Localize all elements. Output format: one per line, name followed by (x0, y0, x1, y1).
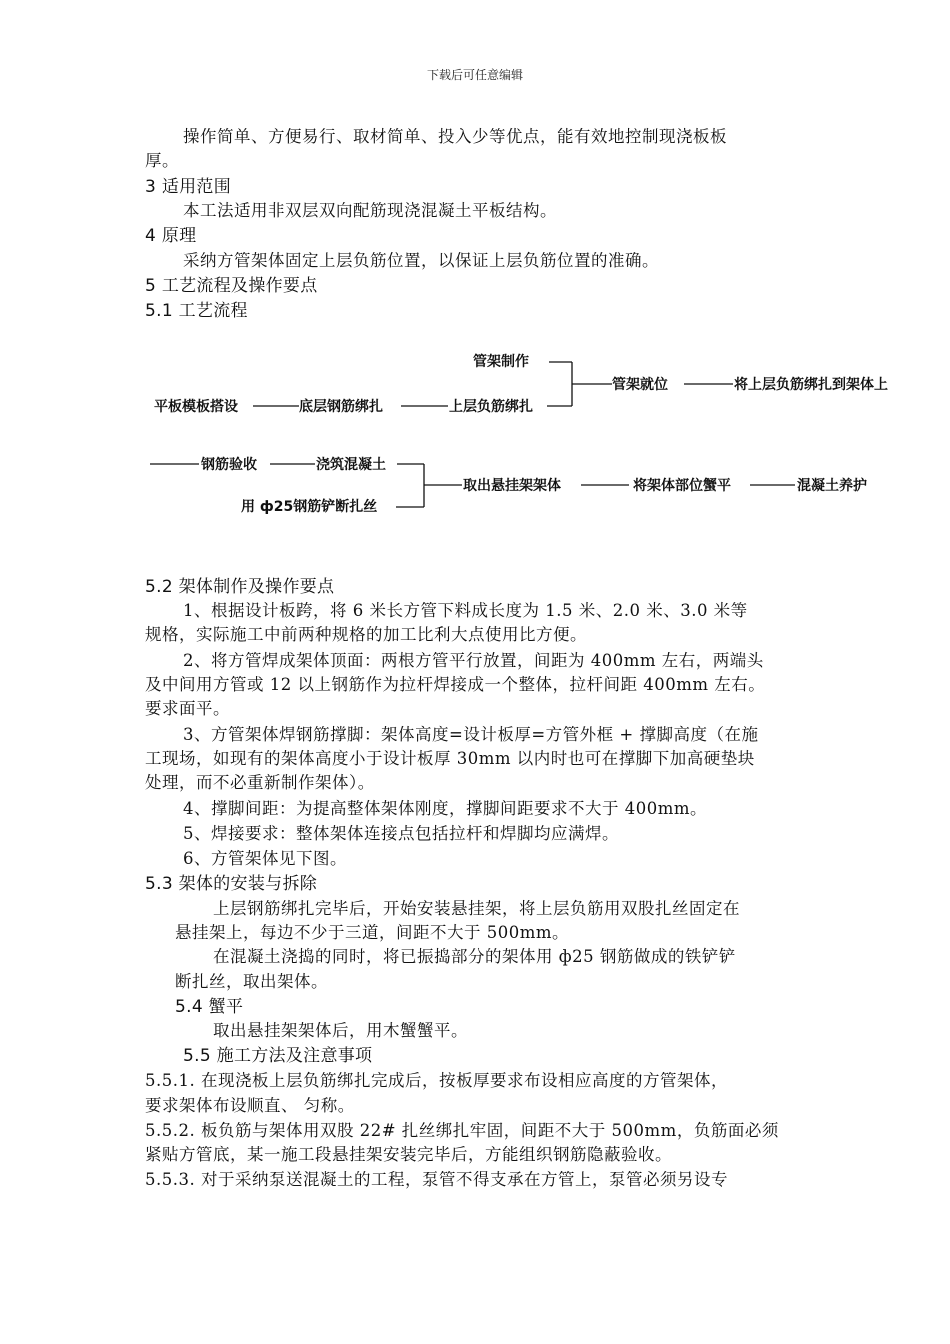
section-heading: 4 原理 (145, 226, 197, 246)
page-header-note: 下载后可任意编辑 (426, 68, 523, 82)
flow-node-pipe-frame-making: 管架制作 (473, 354, 529, 370)
text-line: 及中间用方管或 12 以上钢筋作为拉杆焊接成一个整体，拉杆间距 400mm 左右。 (145, 675, 766, 694)
process-flow-diagram (0, 330, 950, 530)
section-heading: 3 适用范围 (145, 177, 232, 197)
section-heading: 5 工艺流程及操作要点 (145, 276, 318, 296)
text-line: 4、撑脚间距：为提高整体架体刚度，撑脚间距要求不大于 400mm。 (183, 799, 708, 818)
text-line: 要求架体布设顺直、 匀称。 (145, 1096, 355, 1115)
flow-node-pour-concrete: 浇筑混凝土 (316, 457, 386, 473)
section-heading: 5.1 工艺流程 (145, 301, 248, 321)
flow-node-smooth-surface: 将架体部位蟹平 (633, 478, 731, 494)
text-line: 采纳方管架体固定上层负筋位置，以保证上层负筋位置的准确。 (183, 251, 659, 270)
flow-node-remove-frame: 取出悬挂架架体 (463, 478, 561, 494)
text-line: 规格，实际施工中前两种规格的加工比利大点使用比方便。 (145, 625, 587, 644)
section-heading: 5.4 蟹平 (175, 997, 244, 1017)
text-line: 1、根据设计板跨，将 6 米长方管下料成长度为 1.5 米、2.0 米、3.0 米等 (183, 601, 748, 620)
text-line: 本工法适用非双层双向配筋现浇混凝土平板结构。 (183, 201, 557, 220)
flow-node-tie-to-frame: 将上层负筋绑扎到架体上 (734, 377, 888, 393)
text-line: 操作简单、方便易行、取材简单、投入少等优点，能有效地控制现浇板板 (183, 127, 727, 146)
text-line: 处理，而不必重新制作架体）。 (145, 773, 375, 792)
text-line: 要求面平。 (145, 699, 230, 718)
section-heading: 5.5 施工方法及注意事项 (183, 1046, 373, 1066)
flow-node-frame-in-place: 管架就位 (612, 377, 668, 393)
flow-node-curing: 混凝土养护 (797, 478, 867, 494)
text-line: 5.5.1. 在现浇板上层负筋绑扎完成后，按板厚要求布设相应高度的方管架体， (145, 1071, 728, 1090)
section-heading: 5.3 架体的安装与拆除 (145, 874, 318, 894)
text-line: 在混凝土浇捣的同时，将已振捣部分的架体用 ф25 钢筋做成的铁铲铲 (213, 947, 736, 966)
text-line: 悬挂架上，每边不少于三道，间距不大于 500mm。 (175, 923, 570, 942)
flow-node-formwork: 平板模板搭设 (154, 399, 238, 415)
text-line: 上层钢筋绑扎完毕后，开始安装悬挂架，将上层负筋用双股扎丝固定在 (213, 899, 740, 918)
text-line: 厚。 (145, 151, 179, 170)
text-line: 工现场，如现有的架体高度小于设计板厚 30mm 以内时也可在撑脚下加高硬垫块 (145, 749, 755, 768)
text-line: 3、方管架体焊钢筋撑脚：架体高度=设计板厚=方管外框 + 撑脚高度（在施 (183, 725, 759, 744)
flow-node-cut-wire: 用 ф25钢筋铲断扎丝 (241, 499, 378, 515)
text-line: 5、焊接要求：整体架体连接点包括拉杆和焊脚均应满焊。 (183, 824, 619, 843)
text-line: 紧贴方管底，某一施工段悬挂架安装完毕后，方能组织钢筋隐蔽验收。 (145, 1145, 672, 1164)
flow-node-rebar-inspection: 钢筋验收 (201, 457, 257, 473)
flow-node-top-rebar: 上层负筋绑扎 (449, 399, 533, 415)
flow-node-bottom-rebar: 底层钢筋绑扎 (299, 399, 383, 415)
text-line: 6、方管架体见下图。 (183, 849, 347, 868)
text-line: 5.5.2. 板负筋与架体用双股 22# 扎丝绑扎牢固，间距不大于 500mm，负筋面必须 (145, 1121, 779, 1140)
text-line: 5.5.3. 对于采纳泵送混凝土的工程，泵管不得支承在方管上，泵管必须另设专 (145, 1170, 728, 1189)
text-line: 断扎丝，取出架体。 (175, 972, 328, 991)
section-heading: 5.2 架体制作及操作要点 (145, 577, 335, 597)
text-line: 取出悬挂架架体后，用木蟹蟹平。 (213, 1021, 468, 1040)
text-line: 2、将方管焊成架体顶面：两根方管平行放置，间距为 400mm 左右，两端头 (183, 651, 764, 670)
